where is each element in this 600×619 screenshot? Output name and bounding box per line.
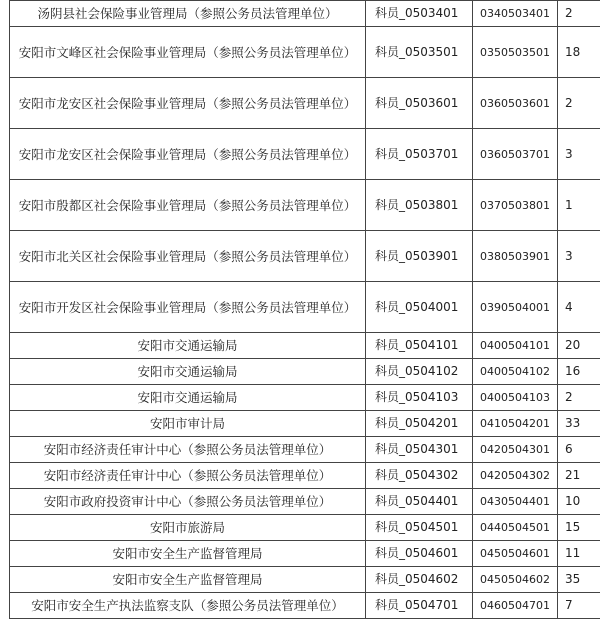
code-cell: 0440504501 [473, 515, 558, 541]
code-cell: 0380503901 [473, 231, 558, 282]
count-cell: 11 [558, 541, 600, 567]
code-cell: 0450504602 [473, 567, 558, 593]
unit-cell: 汤阴县社会保险事业管理局（参照公务员法管理单位） [10, 1, 366, 27]
count-cell: 33 [558, 411, 600, 437]
unit-cell: 安阳市政府投资审计中心（参照公务员法管理单位） [10, 489, 366, 515]
count-cell: 20 [558, 333, 600, 359]
count-cell: 21 [558, 463, 600, 489]
position-cell: 科员_0504103 [366, 385, 473, 411]
position-cell: 科员_0504201 [366, 411, 473, 437]
unit-cell: 安阳市交通运输局 [10, 359, 366, 385]
code-cell: 0430504401 [473, 489, 558, 515]
position-cell: 科员_0504401 [366, 489, 473, 515]
unit-cell: 安阳市安全生产执法监察支队（参照公务员法管理单位） [10, 593, 366, 619]
count-cell: 3 [558, 129, 600, 180]
position-cell: 科员_0503601 [366, 78, 473, 129]
position-cell: 科员_0503501 [366, 27, 473, 78]
position-cell: 科员_0503701 [366, 129, 473, 180]
count-cell: 15 [558, 515, 600, 541]
unit-cell: 安阳市经济责任审计中心（参照公务员法管理单位） [10, 463, 366, 489]
count-cell: 3 [558, 231, 600, 282]
count-cell: 35 [558, 567, 600, 593]
table-row [10, 515, 600, 541]
position-cell: 科员_0503801 [366, 180, 473, 231]
position-cell: 科员_0504102 [366, 359, 473, 385]
table-row [10, 282, 600, 333]
count-cell: 6 [558, 437, 600, 463]
code-cell: 0350503501 [473, 27, 558, 78]
unit-cell: 安阳市开发区社会保险事业管理局（参照公务员法管理单位） [10, 282, 366, 333]
table-row [10, 231, 600, 282]
count-cell: 4 [558, 282, 600, 333]
table-row [10, 593, 600, 619]
count-cell: 1 [558, 180, 600, 231]
position-cell: 科员_0504302 [366, 463, 473, 489]
recruitment-table [9, 0, 600, 619]
table-row [10, 78, 600, 129]
count-cell: 16 [558, 359, 600, 385]
count-cell: 2 [558, 385, 600, 411]
unit-cell: 安阳市殷都区社会保险事业管理局（参照公务员法管理单位） [10, 180, 366, 231]
table-row [10, 180, 600, 231]
code-cell: 0360503601 [473, 78, 558, 129]
code-cell: 0410504201 [473, 411, 558, 437]
unit-cell: 安阳市文峰区社会保险事业管理局（参照公务员法管理单位） [10, 27, 366, 78]
table-row [10, 333, 600, 359]
code-cell: 0390504001 [473, 282, 558, 333]
unit-cell: 安阳市经济责任审计中心（参照公务员法管理单位） [10, 437, 366, 463]
position-cell: 科员_0504301 [366, 437, 473, 463]
table-row [10, 359, 600, 385]
table-row [10, 489, 600, 515]
position-cell: 科员_0503401 [366, 1, 473, 27]
position-cell: 科员_0504501 [366, 515, 473, 541]
table-row [10, 567, 600, 593]
position-cell: 科员_0504101 [366, 333, 473, 359]
code-cell: 0420504302 [473, 463, 558, 489]
table-row [10, 129, 600, 180]
code-cell: 0400504101 [473, 333, 558, 359]
unit-cell: 安阳市龙安区社会保险事业管理局（参照公务员法管理单位） [10, 129, 366, 180]
count-cell: 2 [558, 78, 600, 129]
code-cell: 0370503801 [473, 180, 558, 231]
table-row [10, 1, 600, 27]
unit-cell: 安阳市安全生产监督管理局 [10, 567, 366, 593]
count-cell: 18 [558, 27, 600, 78]
table-row [10, 463, 600, 489]
unit-cell: 安阳市龙安区社会保险事业管理局（参照公务员法管理单位） [10, 78, 366, 129]
unit-cell: 安阳市交通运输局 [10, 333, 366, 359]
code-cell: 0420504301 [473, 437, 558, 463]
table-row [10, 411, 600, 437]
unit-cell: 安阳市旅游局 [10, 515, 366, 541]
position-cell: 科员_0504001 [366, 282, 473, 333]
table-row [10, 541, 600, 567]
code-cell: 0400504102 [473, 359, 558, 385]
code-cell: 0400504103 [473, 385, 558, 411]
count-cell: 2 [558, 1, 600, 27]
unit-cell: 安阳市北关区社会保险事业管理局（参照公务员法管理单位） [10, 231, 366, 282]
code-cell: 0360503701 [473, 129, 558, 180]
code-cell: 0450504601 [473, 541, 558, 567]
table-row [10, 437, 600, 463]
code-cell: 0460504701 [473, 593, 558, 619]
table-row [10, 385, 600, 411]
count-cell: 10 [558, 489, 600, 515]
table-row [10, 27, 600, 78]
unit-cell: 安阳市交通运输局 [10, 385, 366, 411]
position-cell: 科员_0503901 [366, 231, 473, 282]
position-cell: 科员_0504701 [366, 593, 473, 619]
unit-cell: 安阳市审计局 [10, 411, 366, 437]
position-cell: 科员_0504602 [366, 567, 473, 593]
count-cell: 7 [558, 593, 600, 619]
code-cell: 0340503401 [473, 1, 558, 27]
position-cell: 科员_0504601 [366, 541, 473, 567]
unit-cell: 安阳市安全生产监督管理局 [10, 541, 366, 567]
